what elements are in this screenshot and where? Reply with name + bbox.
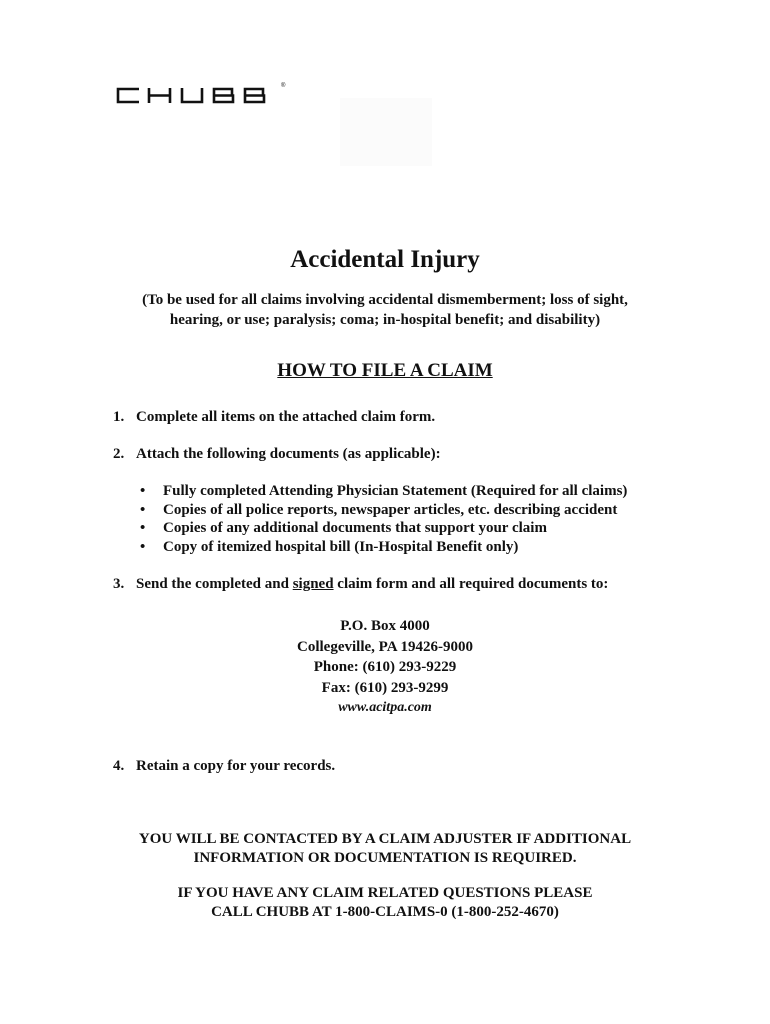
bullet-icon: • (140, 520, 146, 537)
document-list (140, 483, 627, 558)
registered-mark: ® (281, 83, 286, 89)
notice-line-1: YOU WILL BE CONTACTED BY A CLAIM ADJUSTER IF ADDITIONAL (138, 831, 632, 847)
step-number: 4. (113, 758, 125, 774)
questions-notice (0, 884, 770, 922)
step-text: Complete all items on the attached claim form. (136, 409, 436, 425)
list-item (140, 502, 627, 521)
step-text: Attach the following documents (as applicable): (136, 446, 441, 462)
subtitle-line-2: hearing, or use; paralysis; coma; in-hospital benefit; and disability) (169, 312, 601, 328)
step-text-before: Send the completed and (136, 576, 293, 592)
step-emphasis-signed: signed (292, 576, 334, 592)
website-link[interactable]: www.acitpa.com (338, 700, 432, 715)
step-number: 1. (113, 409, 125, 425)
list-item (140, 520, 627, 539)
list-item (140, 483, 627, 502)
step-2 (113, 446, 441, 463)
adjuster-notice (0, 830, 770, 868)
bullet-icon: • (140, 501, 146, 518)
step-3 (113, 576, 608, 593)
section-heading: HOW TO FILE A CLAIM (277, 360, 493, 381)
list-item-text: Fully completed Attending Physician Statement (Required for all claims) (163, 483, 628, 499)
step-4 (113, 758, 335, 775)
step-text: Retain a copy for your records. (136, 758, 336, 774)
step-1 (113, 409, 435, 426)
phone-number: Phone: (610) 293-9229 (313, 659, 457, 675)
document-title: Accidental Injury (290, 246, 480, 273)
bullet-icon: • (140, 539, 146, 556)
chubb-logo-mark (112, 83, 287, 109)
step-number: 3. (113, 576, 125, 592)
mailing-address (0, 616, 770, 719)
bullet-icon: • (140, 483, 146, 499)
faint-watermark (340, 98, 432, 166)
notice-line-2: INFORMATION OR DOCUMENTATION IS REQUIRED. (193, 850, 577, 866)
step-number: 2. (113, 446, 125, 462)
city-state-zip: Collegeville, PA 19426-9000 (297, 638, 473, 655)
list-item-text: Copies of all police reports, newspaper articles, etc. describing accident (163, 501, 618, 518)
document-subtitle (110, 290, 660, 330)
step-text-after: claim form and all required documents to: (333, 576, 609, 592)
list-item (140, 539, 627, 558)
notice-line-1: IF YOU HAVE ANY CLAIM RELATED QUESTIONS PLEASE (177, 885, 593, 901)
notice-line-2: CALL CHUBB AT 1-800-CLAIMS-0 (1-800-252-4670) (211, 904, 559, 920)
chubb-logo (112, 83, 287, 109)
fax-number: Fax: (610) 293-9299 (321, 679, 449, 696)
list-item-text: Copies of any additional documents that support your claim (163, 520, 547, 537)
list-item-text: Copy of itemized hospital bill (In-Hospital Benefit only) (163, 539, 519, 556)
po-box: P.O. Box 4000 (340, 618, 430, 634)
subtitle-line-1: (To be used for all claims involving accidental dismemberment; loss of sight, (142, 292, 628, 308)
